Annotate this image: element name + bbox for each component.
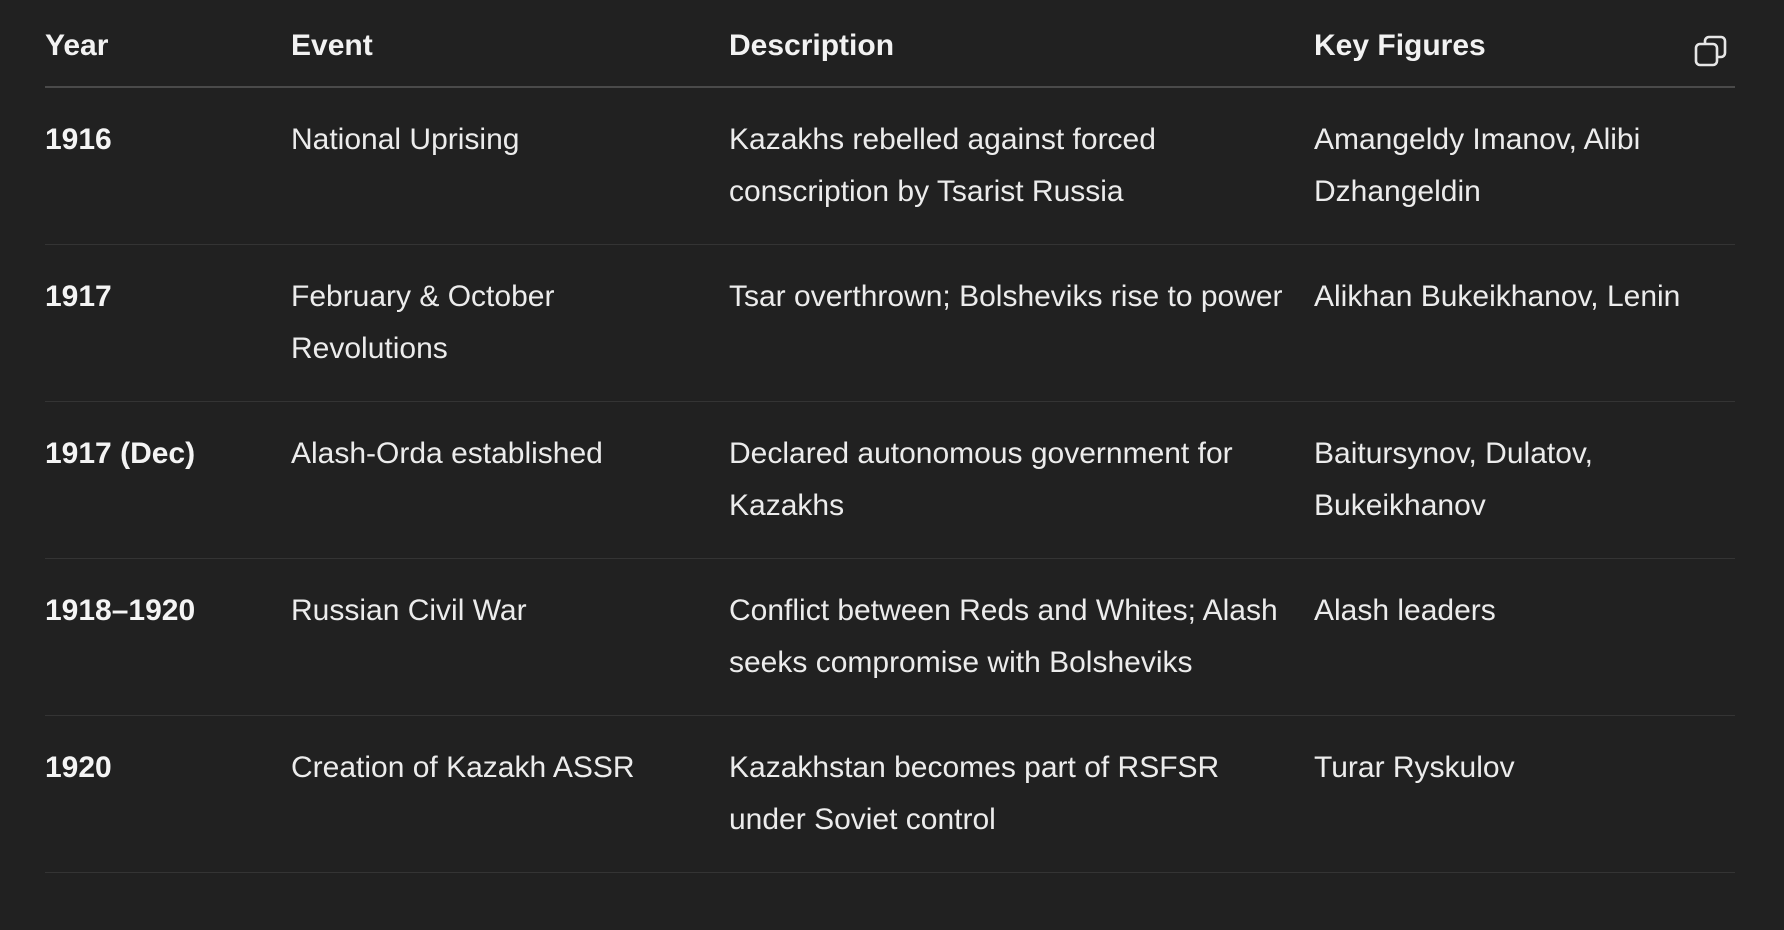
header-description: Description <box>729 0 1314 87</box>
cell-year: 1917 (Dec) <box>45 402 291 559</box>
table-body <box>45 87 1735 873</box>
table-row <box>45 559 1735 716</box>
cell-event: February & October Revolutions <box>291 245 729 402</box>
cell-event: Russian Civil War <box>291 559 729 716</box>
cell-year: 1916 <box>45 87 291 245</box>
cell-key-figures: Alash leaders <box>1314 559 1735 716</box>
cell-event: Creation of Kazakh ASSR <box>291 716 729 873</box>
cell-key-figures: Turar Ryskulov <box>1314 716 1735 873</box>
cell-event: National Uprising <box>291 87 729 245</box>
header-event: Event <box>291 0 729 87</box>
history-table-container <box>45 0 1735 873</box>
cell-event: Alash-Orda established <box>291 402 729 559</box>
table-row <box>45 245 1735 402</box>
cell-description: Kazakhs rebelled against forced conscription by Tsarist Russia <box>729 87 1314 245</box>
table-row <box>45 87 1735 245</box>
table-row <box>45 716 1735 873</box>
cell-year: 1920 <box>45 716 291 873</box>
cell-key-figures: Alikhan Bukeikhanov, Lenin <box>1314 245 1735 402</box>
table-header <box>45 0 1735 87</box>
copy-table-button[interactable] <box>1693 33 1729 69</box>
table-row <box>45 402 1735 559</box>
copy-icon <box>1693 33 1729 69</box>
history-table <box>45 0 1735 873</box>
cell-key-figures: Baitursynov, Dulatov, Bukeikhanov <box>1314 402 1735 559</box>
header-row <box>45 0 1735 87</box>
cell-key-figures: Amangeldy Imanov, Alibi Dzhangeldin <box>1314 87 1735 245</box>
cell-description: Conflict between Reds and Whites; Alash seeks compromise with Bolsheviks <box>729 559 1314 716</box>
cell-year: 1917 <box>45 245 291 402</box>
header-year: Year <box>45 0 291 87</box>
cell-description: Declared autonomous government for Kazakhs <box>729 402 1314 559</box>
cell-year: 1918–1920 <box>45 559 291 716</box>
header-key-figures: Key Figures <box>1314 0 1735 87</box>
cell-description: Kazakhstan becomes part of RSFSR under Soviet control <box>729 716 1314 873</box>
cell-description: Tsar overthrown; Bolsheviks rise to power <box>729 245 1314 402</box>
